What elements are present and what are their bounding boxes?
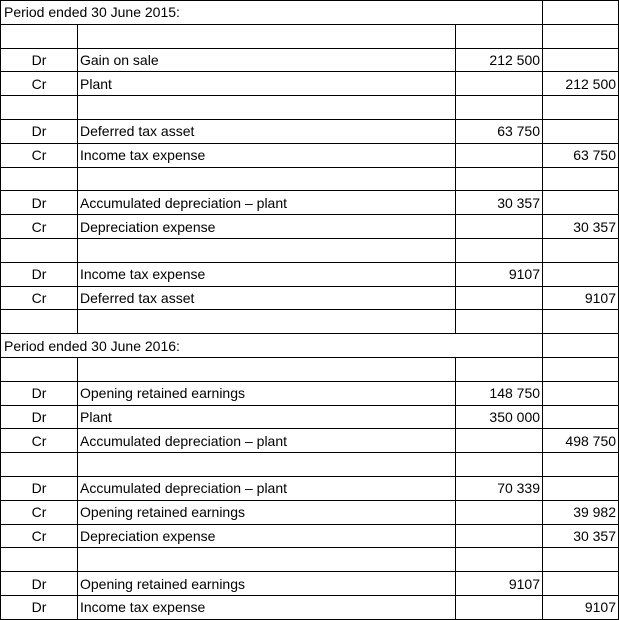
dr-cr-indicator: Dr: [1, 381, 78, 405]
empty-cell: [543, 310, 619, 334]
blank-row: [1, 453, 619, 477]
journal-entry-row: [1, 191, 619, 215]
empty-cell: [1, 24, 78, 48]
dr-cr-indicator: Cr: [1, 524, 78, 548]
empty-cell: [1, 310, 78, 334]
blank-row: [1, 96, 619, 120]
journal-entry-row: [1, 572, 619, 596]
journal-entry-row: [1, 405, 619, 429]
dr-cr-indicator: Cr: [1, 286, 78, 310]
dr-cr-indicator: Cr: [1, 215, 78, 239]
empty-cell: [456, 96, 543, 120]
debit-amount: 70 339: [456, 476, 543, 500]
debit-amount: [456, 72, 543, 96]
journal-entry-row: [1, 72, 619, 96]
empty-cell: [1, 548, 78, 572]
credit-amount: 212 500: [543, 72, 619, 96]
journal-entry-row: [1, 500, 619, 524]
blank-row: [1, 357, 619, 381]
dr-cr-indicator: Dr: [1, 119, 78, 143]
journal-entry-row: [1, 429, 619, 453]
account-name: Accumulated depreciation – plant: [78, 476, 456, 500]
debit-amount: [456, 595, 543, 619]
credit-amount: [543, 572, 619, 596]
dr-cr-indicator: Dr: [1, 262, 78, 286]
empty-cell: [78, 96, 456, 120]
account-name: Depreciation expense: [78, 524, 456, 548]
empty-cell: [78, 548, 456, 572]
credit-amount: [543, 262, 619, 286]
credit-amount: 30 357: [543, 524, 619, 548]
journal-entry-row: [1, 595, 619, 619]
empty-cell: [456, 357, 543, 381]
account-name: Deferred tax asset: [78, 286, 456, 310]
debit-amount: 148 750: [456, 381, 543, 405]
empty-cell: [543, 357, 619, 381]
debit-amount: [456, 286, 543, 310]
journal-entry-row: [1, 381, 619, 405]
empty-cell: [543, 96, 619, 120]
empty-cell: [543, 1, 619, 25]
blank-row: [1, 238, 619, 262]
journal-entry-row: [1, 262, 619, 286]
blank-row: [1, 548, 619, 572]
blank-row: [1, 24, 619, 48]
empty-cell: [456, 167, 543, 191]
credit-amount: 63 750: [543, 143, 619, 167]
account-name: Accumulated depreciation – plant: [78, 191, 456, 215]
empty-cell: [543, 453, 619, 477]
empty-cell: [456, 548, 543, 572]
dr-cr-indicator: Cr: [1, 143, 78, 167]
account-name: Opening retained earnings: [78, 381, 456, 405]
empty-cell: [1, 96, 78, 120]
empty-cell: [456, 24, 543, 48]
dr-cr-indicator: Cr: [1, 500, 78, 524]
account-name: Opening retained earnings: [78, 500, 456, 524]
empty-cell: [1, 238, 78, 262]
empty-cell: [543, 548, 619, 572]
credit-amount: 39 982: [543, 500, 619, 524]
account-name: Income tax expense: [78, 595, 456, 619]
period-heading: Period ended 30 June 2015:: [1, 1, 543, 25]
empty-cell: [1, 453, 78, 477]
period-header-row: [1, 1, 619, 25]
empty-cell: [78, 238, 456, 262]
empty-cell: [456, 238, 543, 262]
empty-cell: [78, 453, 456, 477]
period-header-row: [1, 334, 619, 358]
blank-row: [1, 167, 619, 191]
debit-amount: [456, 524, 543, 548]
credit-amount: [543, 381, 619, 405]
dr-cr-indicator: Dr: [1, 476, 78, 500]
debit-amount: 212 500: [456, 48, 543, 72]
credit-amount: [543, 119, 619, 143]
dr-cr-indicator: Dr: [1, 405, 78, 429]
dr-cr-indicator: Dr: [1, 48, 78, 72]
dr-cr-indicator: Dr: [1, 572, 78, 596]
credit-amount: 30 357: [543, 215, 619, 239]
empty-cell: [78, 310, 456, 334]
empty-cell: [543, 334, 619, 358]
empty-cell: [1, 167, 78, 191]
debit-amount: 63 750: [456, 119, 543, 143]
journal-entry-row: [1, 476, 619, 500]
debit-amount: [456, 500, 543, 524]
journal-entry-row: [1, 524, 619, 548]
account-name: Depreciation expense: [78, 215, 456, 239]
debit-amount: 9107: [456, 572, 543, 596]
credit-amount: [543, 476, 619, 500]
empty-cell: [456, 310, 543, 334]
credit-amount: 9107: [543, 595, 619, 619]
journal-body: [1, 1, 619, 620]
debit-amount: 30 357: [456, 191, 543, 215]
credit-amount: [543, 191, 619, 215]
dr-cr-indicator: Cr: [1, 429, 78, 453]
account-name: Opening retained earnings: [78, 572, 456, 596]
account-name: Plant: [78, 72, 456, 96]
account-name: Accumulated depreciation – plant: [78, 429, 456, 453]
journal-entry-row: [1, 119, 619, 143]
journal-entry-row: [1, 48, 619, 72]
account-name: Deferred tax asset: [78, 119, 456, 143]
debit-amount: 350 000: [456, 405, 543, 429]
debit-amount: [456, 429, 543, 453]
empty-cell: [78, 167, 456, 191]
account-name: Gain on sale: [78, 48, 456, 72]
credit-amount: [543, 48, 619, 72]
account-name: Income tax expense: [78, 143, 456, 167]
account-name: Income tax expense: [78, 262, 456, 286]
blank-row: [1, 310, 619, 334]
journal-entry-row: [1, 286, 619, 310]
debit-amount: [456, 215, 543, 239]
debit-amount: [456, 143, 543, 167]
dr-cr-indicator: Dr: [1, 191, 78, 215]
debit-amount: 9107: [456, 262, 543, 286]
journal-entry-row: [1, 215, 619, 239]
credit-amount: [543, 405, 619, 429]
dr-cr-indicator: Dr: [1, 595, 78, 619]
empty-cell: [543, 238, 619, 262]
credit-amount: 498 750: [543, 429, 619, 453]
dr-cr-indicator: Cr: [1, 72, 78, 96]
empty-cell: [543, 167, 619, 191]
empty-cell: [78, 24, 456, 48]
account-name: Plant: [78, 405, 456, 429]
empty-cell: [456, 453, 543, 477]
empty-cell: [1, 357, 78, 381]
journal-entry-row: [1, 143, 619, 167]
credit-amount: 9107: [543, 286, 619, 310]
empty-cell: [543, 24, 619, 48]
period-heading: Period ended 30 June 2016:: [1, 334, 543, 358]
empty-cell: [78, 357, 456, 381]
